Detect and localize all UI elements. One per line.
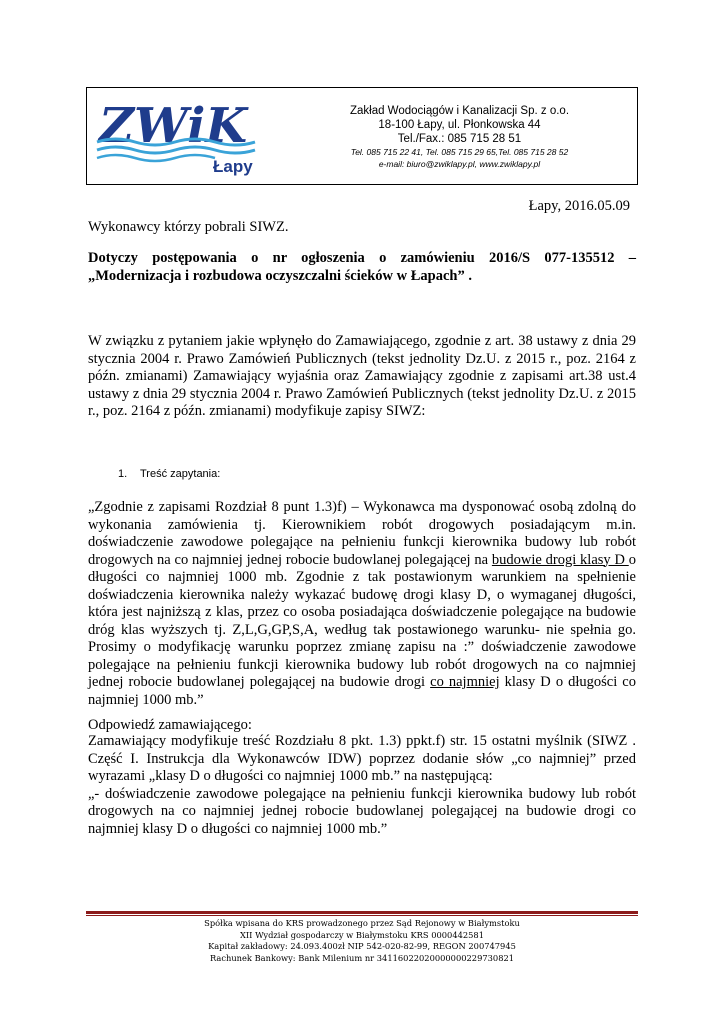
company-info — [287, 104, 632, 170]
footer-line-1: Spółka wpisana do KRS prowadzonego przez Sąd Rejonowy w Białymstoku — [204, 918, 520, 928]
question-number: 1. — [118, 468, 128, 480]
question-quote — [88, 499, 636, 709]
question-label: Treść zapytania: — [140, 468, 221, 480]
footer-divider — [86, 911, 638, 914]
subject-line-1: Dotyczy postępowania o nr ogłoszenia o zamówieniu 2016/S 077-135512 – — [88, 250, 636, 266]
answer-quote: „- doświadczenie zawodowe polegające na pełnieniu funkcji kierownika budowy lub robót drogowych na co najmniej jednej robocie budowlanej polegającej na budowie drogi co najmniej klasy D o długości co najmniej 1000 mb.” — [88, 785, 636, 837]
footer-line-2: XII Wydział gospodarczy w Białymstoku KRS 0000442581 — [239, 929, 484, 940]
company-phones: Tel. 085 715 22 41, Tel. 085 715 29 65,Tel. 085 715 28 52 — [350, 147, 569, 157]
quote-underlined-2: co najmniej — [430, 674, 500, 690]
footer — [86, 918, 638, 964]
logo-text: ZWiK — [99, 98, 248, 154]
footer-divider-thin — [86, 915, 638, 916]
company-name: Zakład Wodociągów i Kanalizacji Sp. z o.o. — [349, 105, 570, 117]
subject-line-2: „Modernizacja i rozbudowa oczyszczalni ścieków w Łapach” . — [88, 267, 472, 284]
letter-subject — [88, 250, 636, 285]
answer-text: Zamawiający modyfikuje treść Rozdziału 8 pkt. 1.3) ppkt.f) str. 15 ostatni myślnik (SIWZ . Część I. Instrukcja dla Wykonawców IDW) poprzez dodanie słów „co najmniej” przed wyrazami „klasy D o długości co najmniej 1000 mb.” na następującą: — [88, 733, 636, 784]
letter-recipients: Wykonawcy którzy pobrali SIWZ. — [88, 219, 289, 235]
question-heading — [118, 468, 220, 480]
quote-part-2: o długości co najmniej 1000 mb. Zgodnie z tak postawionym warunkiem na spełnienie doświadczenia kierownika należy wykazać budowę drogi klasy D, o wymaganej długości, która jest najniższą z klas, przez co osoba posiadająca doświadczenie polegające na budowie dróg klas wyższych tj. Z,L,G,GP,S,A, według tak postawionego warunku- nie spełnia go. Prosimy o modyfikację warunku poprzez zmianę zapisu na :” doświadczenie zawodowe polegające na pełnieniu funkcji kierownika budowy lub robót drogowych na co najmniej jednej robocie budowlanej polegającej na budowie drogi — [88, 551, 636, 690]
answer-body — [88, 733, 636, 838]
letter-date: Łapy, 2016.05.09 — [528, 198, 630, 214]
company-telfax: Tel./Fax.: 085 715 28 51 — [397, 133, 522, 145]
intro-paragraph: W związku z pytaniem jakie wpłynęło do Zamawiającego, zgodnie z art. 38 ustawy z dnia 29 stycznia 2004 r. Prawo Zamówień Publicznych (tekst jednolity Dz.U. z 2015 r., poz. 2164 z późn. zmianami) Zamawiający wyjaśnia oraz Zamawiający zgodnie z zapisami art.38 ust.4 ustawy z dnia 29 stycznia 2004 r. Prawo Zamówień Publicznych (tekst jednolity Dz.U. z 2015 r., poz. 2164 z późn. zmianami) modyfikuje zapisy SIWZ: — [88, 333, 636, 419]
quote-part-1: „Zgodnie z zapisami Rozdział 8 punt 1.3)f) – Wykonawca ma dysponować osobą zdolną do wykonania zamówienia tj. Kierownikiem robót drogowych posiadającym m.in. doświadczenie zawodowe polegające na pełnieniu funkcji kierownika budowy lub robót drogowych na co najmniej jednej robocie budowlanej polegającej na — [88, 499, 636, 568]
footer-line-4: Rachunek Bankowy: Bank Milenium nr 34116022020000000229730821 — [209, 952, 515, 963]
quote-part-3: klasy D o długości co najmniej 1000 mb.” — [88, 674, 636, 708]
quote-underlined-1: budowie drogi klasy D — [491, 551, 629, 568]
answer-label: Odpowiedź zamawiającego: — [88, 717, 252, 733]
logo-subtext: Łapy — [213, 157, 253, 176]
footer-line-3: Kapitał zakładowy: 24.093.400zł NIP 542-020-82-99, REGON 200747945 — [208, 941, 516, 951]
zwik-logo — [95, 92, 275, 180]
company-address: 18-100 Łapy, ul. Płonkowska 44 — [378, 119, 541, 131]
letterhead-box — [86, 87, 638, 185]
company-email-www: e-mail: biuro@zwiklapy.pl, www.zwiklapy.pl — [378, 159, 541, 169]
